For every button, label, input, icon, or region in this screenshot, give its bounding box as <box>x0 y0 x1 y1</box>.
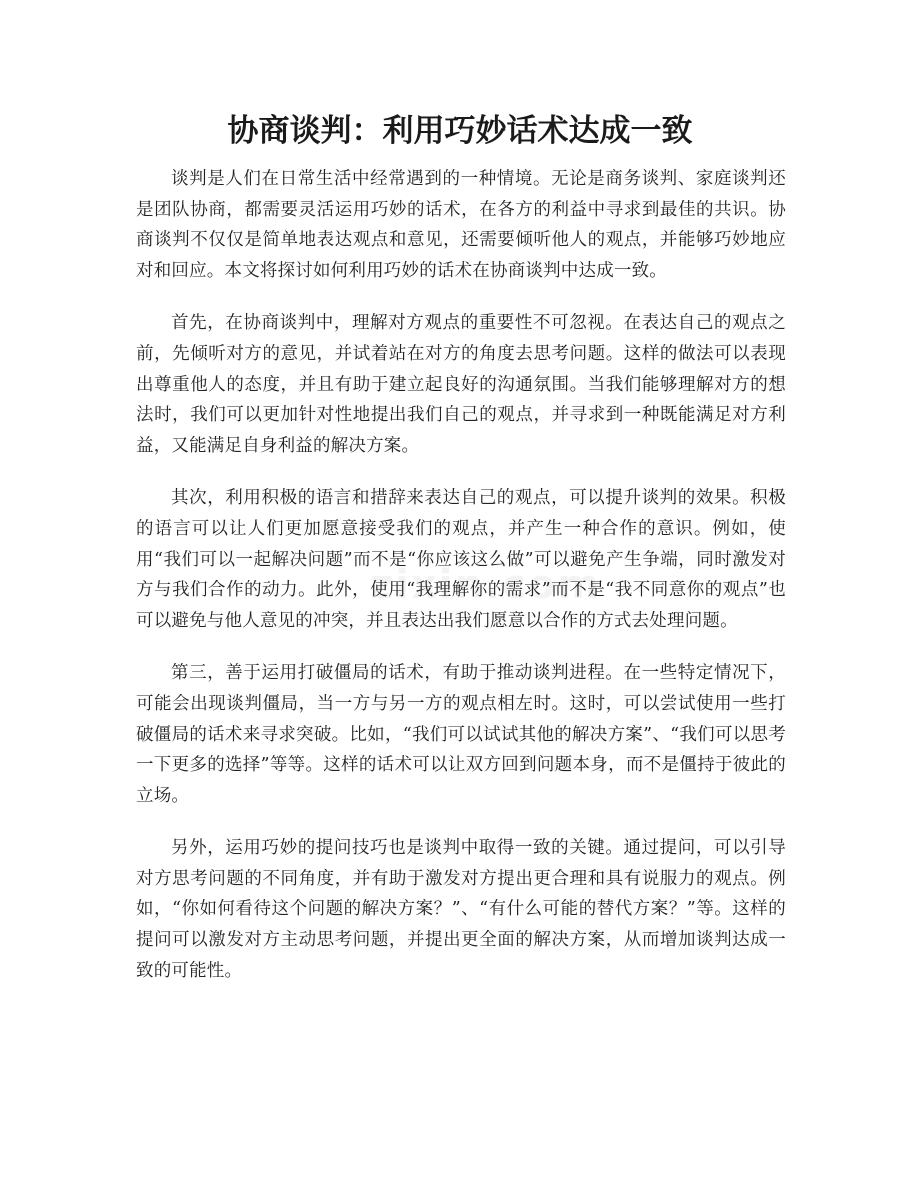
document-body <box>136 164 786 1008</box>
paragraph-3: 其次，利用积极的语言和措辞来表达自己的观点，可以提升谈判的效果。积极的语言可以让人们更加愿意接受我们的观点，并产生一种合作的意识。例如，使用“我们可以一起解决问题”而不是“你应该这么做”可以避免产生争端，同时激发对方与我们合作的动力。此外，使用“我理解你的需求”而不是“我不同意你的观点”也可以避免与他人意见的冲突，并且表达出我们愿意以合作的方式去处理问题。 <box>136 488 786 631</box>
paragraph-2: 首先，在协商谈判中，理解对方观点的重要性不可忽视。在表达自己的观点之前，先倾听对方的意见，并试着站在对方的角度去思考问题。这样的做法可以表现出尊重他人的态度，并且有助于建立起良好的沟通氛围。当我们能够理解对方的想法时，我们可以更加针对性地提出我们自己的观点，并寻求到一种既能满足对方利益，又能满足自身利益的解决方案。 <box>136 313 786 456</box>
paragraph-4: 第三，善于运用打破僵局的话术，有助于推动谈判进程。在一些特定情况下，可能会出现谈判僵局，当一方与另一方的观点相左时。这时，可以尝试使用一些打破僵局的话术来寻求突破。比如，“我们可以试试其他的解决方案”、“我们可以思考一下更多的选择”等等。这样的话术可以让双方回到问题本身，而不是僵持于彼此的立场。 <box>136 663 786 806</box>
document-title: 协商谈判：利用巧妙话术达成一致 <box>227 113 693 149</box>
paragraph-1: 谈判是人们在日常生活中经常遇到的一种情境。无论是商务谈判、家庭谈判还是团队协商，都需要灵活运用巧妙的话术，在各方的利益中寻求到最佳的共识。协商谈判不仅仅是简单地表达观点和意见，还需要倾听他人的观点，并能够巧妙地应对和回应。本文将探讨如何利用巧妙的话术在协商谈判中达成一致。 <box>136 169 786 281</box>
paragraph-5: 另外，运用巧妙的提问技巧也是谈判中取得一致的关键。通过提问，可以引导对方思考问题的不同角度，并有助于激发对方提出更合理和具有说服力的观点。例如，“你如何看待这个问题的解决方案？”、“有什么可能的替代方案？”等。这样的提问可以激发对方主动思考问题，并提出更全面的解决方案，从而增加谈判达成一致的可能性。 <box>136 838 786 981</box>
